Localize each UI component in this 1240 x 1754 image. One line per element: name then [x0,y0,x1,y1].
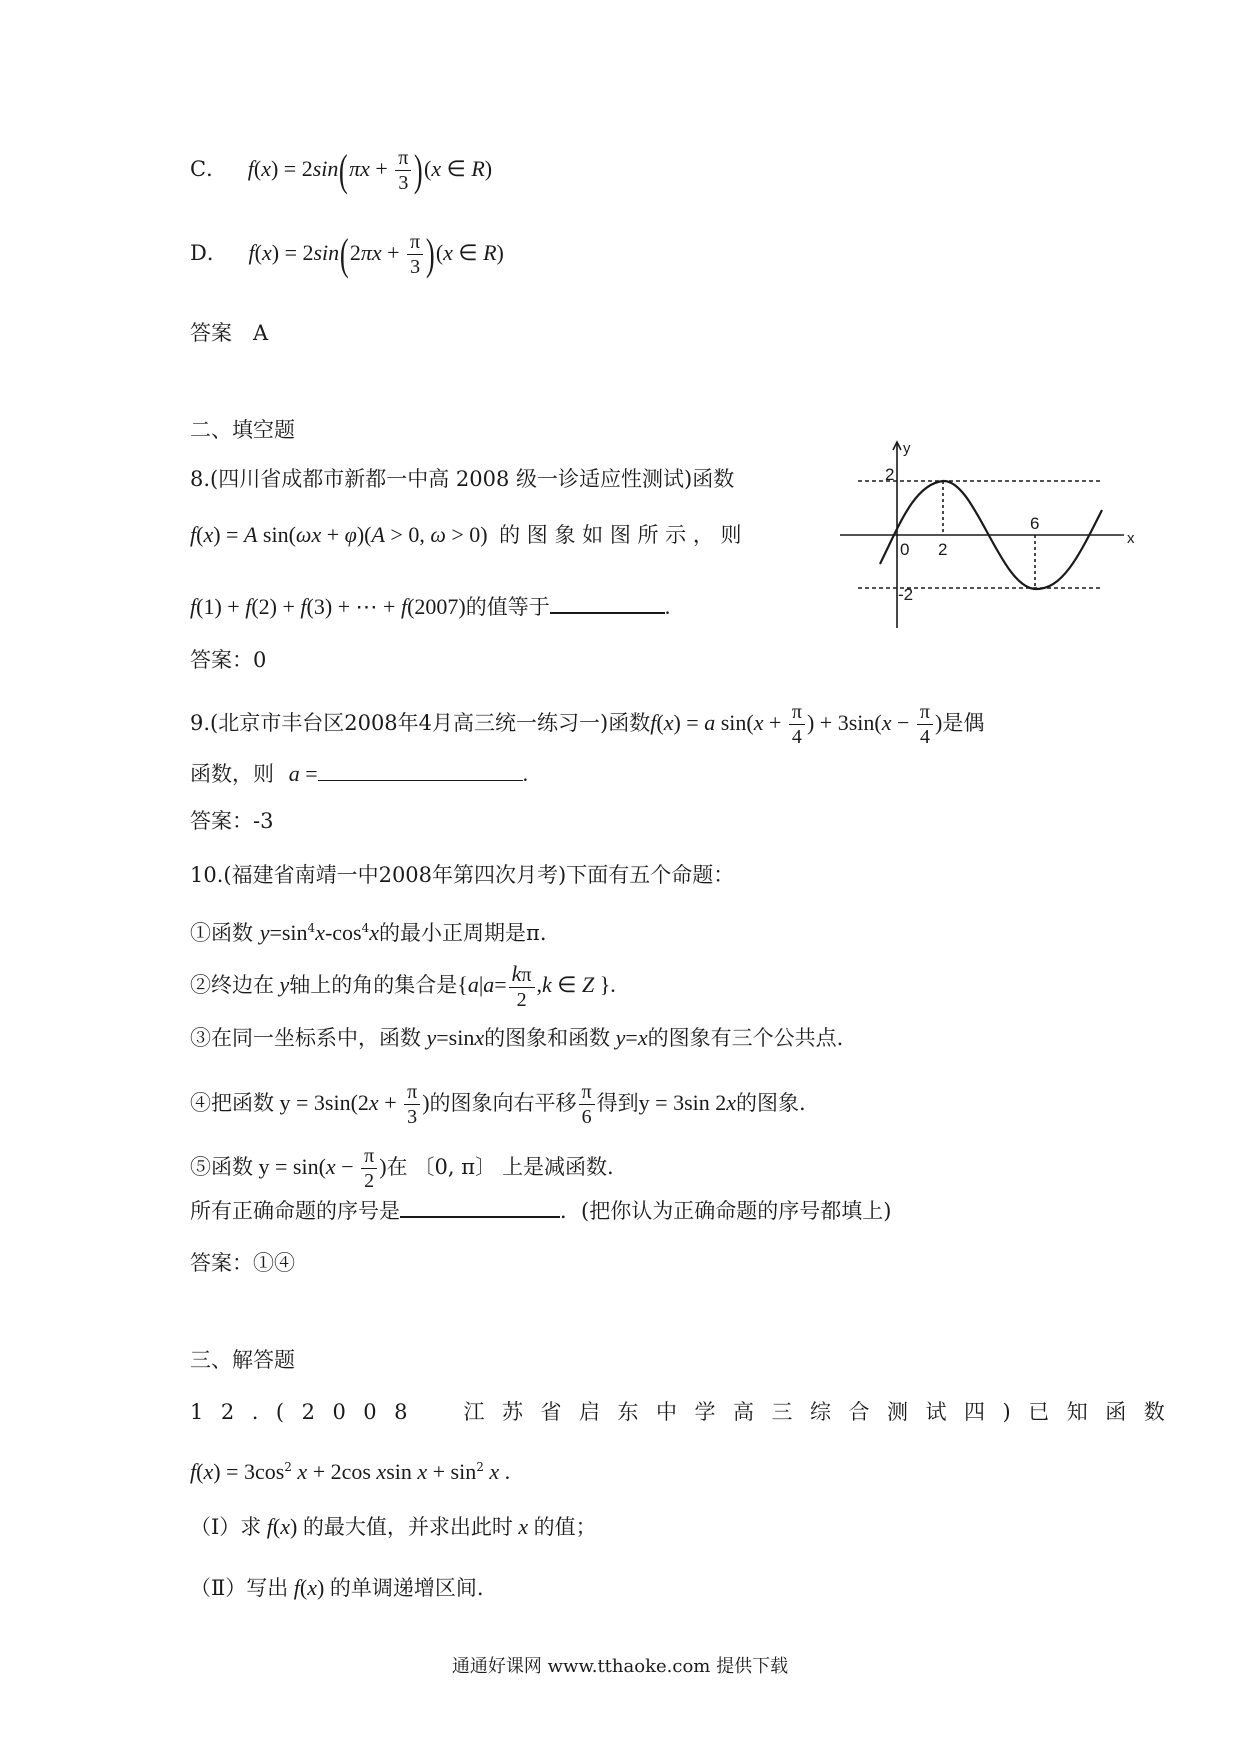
q10-blank [400,1192,560,1218]
section-3-heading: 三、解答题 [190,1348,295,1372]
q12-part1-prefix: （Ⅰ）求 [190,1515,262,1539]
q12-part1-mid: 的最大值，并求出此时 [302,1515,513,1539]
q12-part2: （Ⅱ）写出 f(x) 的单调递增区间. [190,1575,484,1600]
q9-line1: 9.(北京市丰台区2008年4月高三统一练习一)函数f(x) = a sin(x + $\frac{\pi}{4}$ ) + 3sin(x − $\frac{\pi}{4}$ )是偶 [190,701,985,748]
q10-p5-interval: 〔0, π〕 [413,1155,497,1179]
q10-p4-mid: 的图象向右平移 [429,1091,577,1115]
q10-p5-prefix: ⑤函数 [190,1155,253,1179]
q10-prop-3: ③在同一坐标系中，函数 y=sinx的图象和函数 y=x的图象有三个公共点. [190,1025,844,1050]
q12-part1-suffix: 的值； [533,1515,597,1539]
option-d [190,229,504,279]
graph-tick-y-neg2: -2 [898,585,914,604]
q8-sine-graph [840,440,1140,630]
q8-answer: 答案：0 [190,648,267,672]
q9-line2-text: 函数，则 [190,762,274,786]
q8-line2-suffix: 的 图 象 如 图 所 示 ， 则 [499,523,742,547]
section-2-heading: 二、填空题 [190,418,295,442]
option-c-label: C． [190,157,228,181]
q10-prop-1: ①函数 $y=\sin^4x-\cos^4x$的最小正周期是π. [190,920,547,945]
q8-blank [550,588,665,614]
q8-line3-suffix: 的值等于 [465,595,550,619]
q12-line1: 12.(2008 江苏省启东中学高三综合测试四)已知函数 [190,1400,1183,1424]
q10-prop-2: ②终边在 y轴上的角的集合是{a|a= $\frac{k\pi}{2}$ ,k ∈ Z }. [190,961,616,1011]
q12-part2-prefix: （Ⅱ）写出 [190,1576,289,1600]
q8-line3: f(1) + f(2) + f(3) + ⋯ + f(2007)的值等于 . [190,588,670,622]
q10-p2-mid: 轴上的角的集合是 [289,973,458,997]
q10-p3-suffix: 的图象有三个公共点. [647,1026,844,1050]
q9-line2: 函数，则 a = . [190,756,528,789]
graph-tick-y-2: 2 [885,465,895,484]
page-footer: 通通好课网 www.tthaoke.com 提供下载 [451,1656,789,1677]
q8-line1: 8.(四川省成都市新都一中高 2008 级一诊适应性测试)函数 [190,467,735,491]
graph-tick-x-2: 2 [938,540,948,559]
q10-ask [190,1192,891,1226]
option-c [190,145,493,195]
q12-part1: （Ⅰ）求 f(x) 的最大值，并求出此时 x 的值； [190,1514,597,1539]
graph-y-label: y [903,440,911,457]
graph-x-label: x [1127,530,1135,547]
q10-prop-4: ④把函数 y = 3sin(2x + $\frac{\pi}{3}$ )的图象向右平移 $\frac{\pi}{6}$ 得到y = 3sin 2x的图象. [190,1081,806,1128]
q10-p4-mid2: 得到 [596,1091,639,1115]
q10-p2-prefix: ②终边在 [190,973,274,997]
graph-origin-label: 0 [900,540,910,559]
q10-answer: 答案：①④ [190,1251,295,1275]
option-d-formula: f(x) = 2sin(2πx + $\frac{\pi}{3}$ )(x ∈ R) [248,229,504,279]
option-c-formula: f(x) = 2sin(πx + $\frac{\pi}{3}$ )(x ∈ R) [247,145,493,195]
answer-7: 答案 A [190,321,269,345]
option-d-label: D． [190,241,228,265]
q10-ask-prefix: 所有正确命题的序号是 [190,1199,400,1223]
q10-p3-mid: 的图象和函数 [484,1026,611,1050]
q12-part2-suffix: 的单调递增区间. [329,1576,484,1600]
q10-p5-suffix: 上是减函数. [502,1155,614,1179]
q10-p3-prefix: ③在同一坐标系中，函数 [190,1026,421,1050]
q9-suffix: 是偶 [942,711,985,735]
q10-prop-5: ⑤函数 y = sin(x − $\frac{\pi}{2}$ )在 〔0, π〕 上是减函数. [190,1145,614,1192]
q10-ask-suffix: ．(把你认为正确命题的序号都填上) [560,1199,892,1223]
q9-prefix: 9.(北京市丰台区2008年4月高三统一练习一)函数 [190,711,651,735]
q10-p1-suffix: 的最小正周期是π. [379,921,547,945]
q9-blank [318,756,523,781]
q9-answer: 答案：-3 [190,809,274,833]
graph-tick-x-6: 6 [1030,514,1040,533]
q10-p4-prefix: ④把函数 [190,1091,274,1115]
q10-p5-mid: 在 [386,1155,408,1179]
q8-line2: f(x) = A sin(ωx + φ)(A > 0, ω > 0) 的 图 象 如 图 所 示 ， 则 [190,522,742,547]
q12-formula: $f(x) = 3\cos^2$ x + 2cos xsin $x + \sin^2 x$ . [190,1459,511,1484]
q10-p4-suffix: 的图象. [736,1091,806,1115]
q10-title: 10.(福建省南靖一中2008年第四次月考)下面有五个命题： [190,863,735,887]
